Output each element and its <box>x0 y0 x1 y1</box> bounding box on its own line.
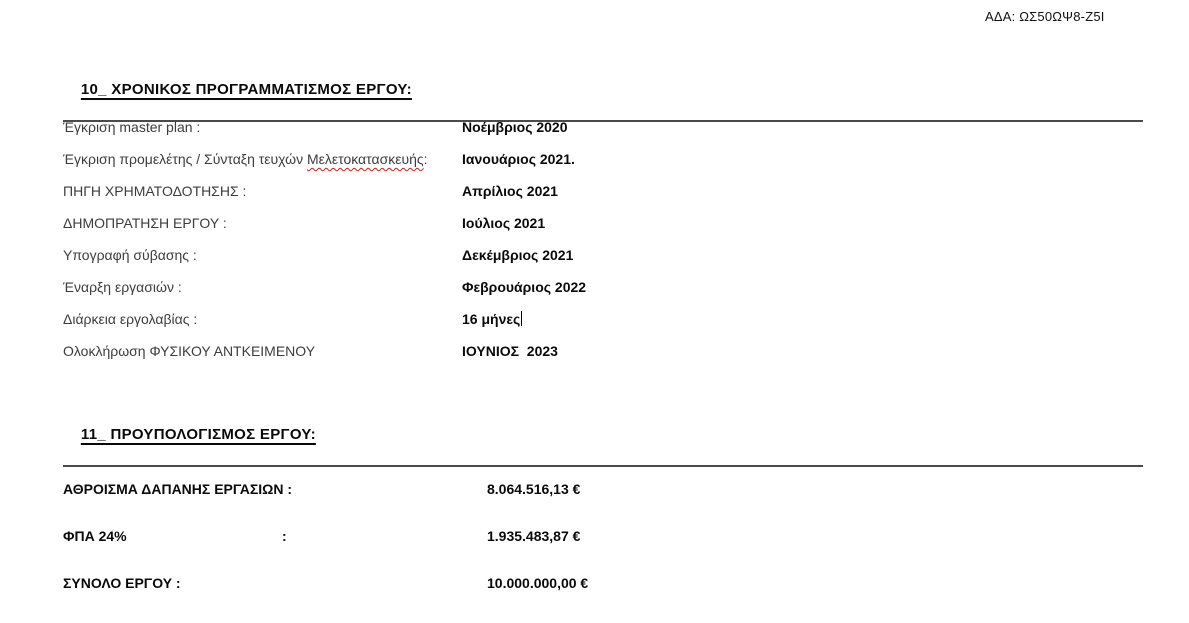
row-label: ΑΘΡΟΙΣΜΑ ΔΑΠΑΝΗΣ ΕΡΓΑΣΙΩΝ : <box>63 481 293 497</box>
schedule-row-contract-duration <box>63 311 1143 343</box>
row-label: ΦΠΑ 24% <box>63 528 127 544</box>
budget-table <box>63 481 1143 622</box>
row-value: 10.000.000,00 € <box>487 575 589 591</box>
row-value: Ιούλιος 2021 <box>462 215 546 231</box>
section-10-heading-text: 10_ ΧΡΟΝΙΚΟΣ ΠΡΟΓΡΑΜΜΑΤΙΣΜΟΣ ΕΡΓΟΥ: <box>80 81 412 98</box>
schedule-row-tender <box>63 215 1143 247</box>
schedule-table <box>63 119 1143 375</box>
schedule-row-master-plan <box>63 119 1143 151</box>
row-value <box>462 311 522 327</box>
schedule-row-works-start <box>63 279 1143 311</box>
row-value: Απρίλιος 2021 <box>462 183 558 199</box>
row-label: Έγκριση master plan : <box>63 119 201 135</box>
schedule-row-contract-signing <box>63 247 1143 279</box>
row-label <box>63 151 428 167</box>
row-value: 8.064.516,13 € <box>487 481 581 497</box>
row-label: Έναρξη εργασιών : <box>63 279 182 295</box>
ada-code: ΑΔΑ: ΩΣ50ΩΨ8-Ζ5Ι <box>985 9 1105 24</box>
section-11-heading-text: 11_ ΠΡΟΥΠΟΛΟΓΙΣΜΟΣ ΕΡΓΟΥ: <box>80 426 316 443</box>
budget-row-works-sum <box>63 481 1143 528</box>
schedule-row-promeleti <box>63 151 1143 183</box>
row-label: Υπογραφή σύβασης : <box>63 247 197 263</box>
row-value: 1.935.483,87 € <box>487 528 581 544</box>
row-label: Ολοκλήρωση ΦΥΣΙΚΟΥ ΑΝΤΚΕΙΜΕΝΟΥ <box>63 343 316 359</box>
row-label-prefix: Έγκριση προμελέτης / Σύνταξη τευχών <box>63 151 307 167</box>
row-value: Νοέμβριος 2020 <box>462 119 568 135</box>
row-value: Ιανουάριος 2021. <box>462 151 575 167</box>
row-label: Διάρκεια εργολαβίας : <box>63 311 198 327</box>
row-label: ΠΗΓΗ ΧΡΗΜΑΤΟΔΟΤΗΣΗΣ : <box>63 183 247 199</box>
budget-row-vat <box>63 528 1143 575</box>
schedule-row-physical-completion <box>63 343 1143 375</box>
row-value: ΙΟΥΝΙΟΣ 2023 <box>462 343 558 359</box>
budget-row-total <box>63 575 1143 622</box>
row-separator-colon: : <box>282 528 287 544</box>
section-11-heading <box>63 408 1143 467</box>
row-value: Φεβρουάριος 2022 <box>462 279 587 295</box>
row-value-text: 16 μήνες <box>462 311 521 327</box>
row-label: ΔΗΜΟΠΡΑΤΗΣΗ ΕΡΓΟΥ : <box>63 215 227 231</box>
schedule-row-funding-source <box>63 183 1143 215</box>
text-cursor <box>521 311 522 326</box>
row-label: ΣΥΝΟΛΟ ΕΡΓΟΥ : <box>63 575 181 591</box>
row-label-suffix: : <box>423 151 428 167</box>
section-10-heading <box>63 63 1143 122</box>
spellcheck-underlined-word: Μελετοκατασκευής <box>306 151 424 167</box>
row-value: Δεκέμβριος 2021 <box>462 247 574 263</box>
